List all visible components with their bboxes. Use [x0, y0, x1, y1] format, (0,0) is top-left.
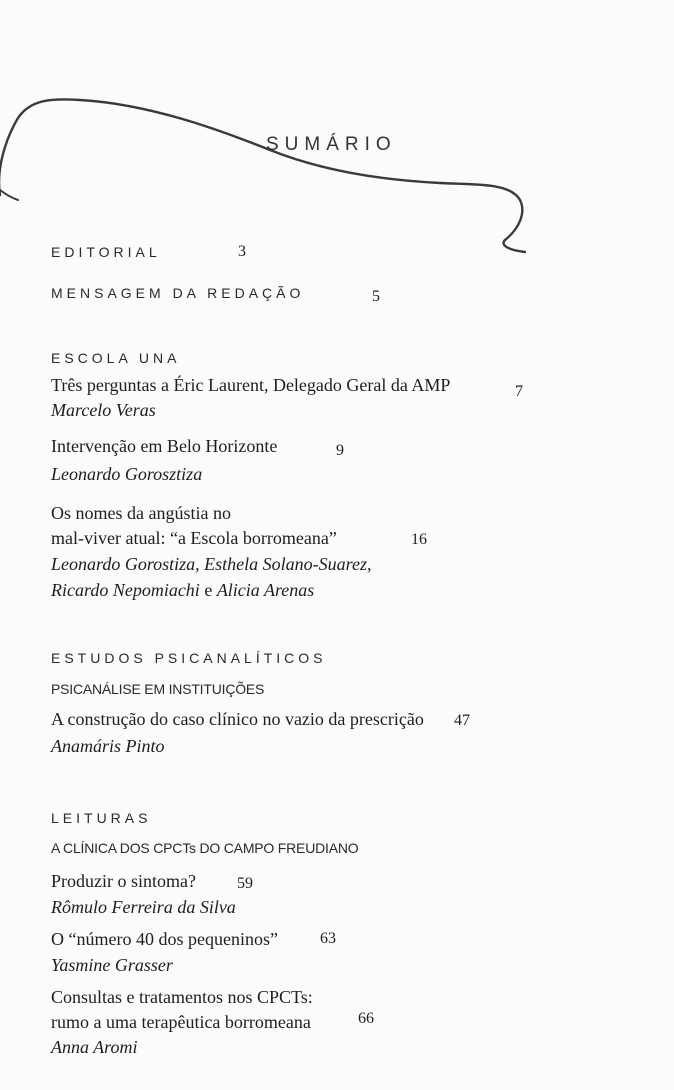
entry-title-line1: Os nomes da angústia no	[51, 503, 231, 523]
entry-page: 47	[454, 712, 470, 729]
entry-author-line2	[51, 580, 314, 601]
entry-page: 7	[515, 383, 523, 400]
entry-title: Intervenção em Belo Horizonte	[51, 436, 278, 456]
author-name: Alicia Arenas	[216, 580, 315, 600]
entry-author: Leonardo Gorosztiza	[51, 464, 203, 484]
entry-title: A construção do caso clínico no vazio da prescrição	[51, 709, 424, 729]
entry-page: 63	[320, 930, 336, 947]
entry-page: 59	[237, 875, 253, 892]
entry-author-line1: Leonardo Gorostiza, Esthela Solano-Suarez,	[51, 554, 372, 574]
author-name: Ricardo Nepomiachi	[51, 580, 200, 600]
section-heading-estudos: ESTUDOS PSICANALÍTICOS	[51, 650, 327, 666]
entry-author: Yasmine Grasser	[51, 955, 173, 975]
entry-page: 16	[411, 531, 427, 548]
editorial-label: EDITORIAL	[51, 244, 161, 260]
editorial-page: 3	[238, 243, 246, 260]
entry-title: Produzir o sintoma?	[51, 871, 196, 891]
entry-author: Rômulo Ferreira da Silva	[51, 897, 236, 917]
entry-title-line2: rumo a uma terapêutica borromeana	[51, 1012, 311, 1032]
section-heading-leituras: LEITURAS	[51, 810, 152, 826]
mensagem-label: MENSAGEM DA REDAÇÃO	[51, 285, 305, 301]
entry-author: Anna Aromi	[51, 1037, 138, 1057]
mensagem-page: 5	[372, 288, 380, 305]
entry-title-line2: mal-viver atual: “a Escola borromeana”	[51, 528, 337, 548]
entry-page: 66	[358, 1010, 374, 1027]
author-separator: e	[199, 580, 217, 600]
page-title: SUMÁRIO	[266, 134, 397, 155]
entry-title: O “número 40 dos pequeninos”	[51, 929, 278, 949]
section-heading-escola: ESCOLA UNA	[51, 350, 181, 366]
section-subheading: PSICANÁLISE EM INSTITUIÇÕES	[51, 681, 265, 697]
entry-author: Marcelo Veras	[51, 400, 156, 420]
entry-title-line1: Consultas e tratamentos nos CPCTs:	[51, 987, 313, 1007]
section-subheading: A CLÍNICA DOS CPCTs DO CAMPO FREUDIANO	[51, 840, 359, 856]
entry-page: 9	[336, 442, 344, 459]
entry-title: Três perguntas a Éric Laurent, Delegado Geral da AMP	[51, 375, 451, 395]
entry-author: Anamáris Pinto	[51, 736, 165, 756]
